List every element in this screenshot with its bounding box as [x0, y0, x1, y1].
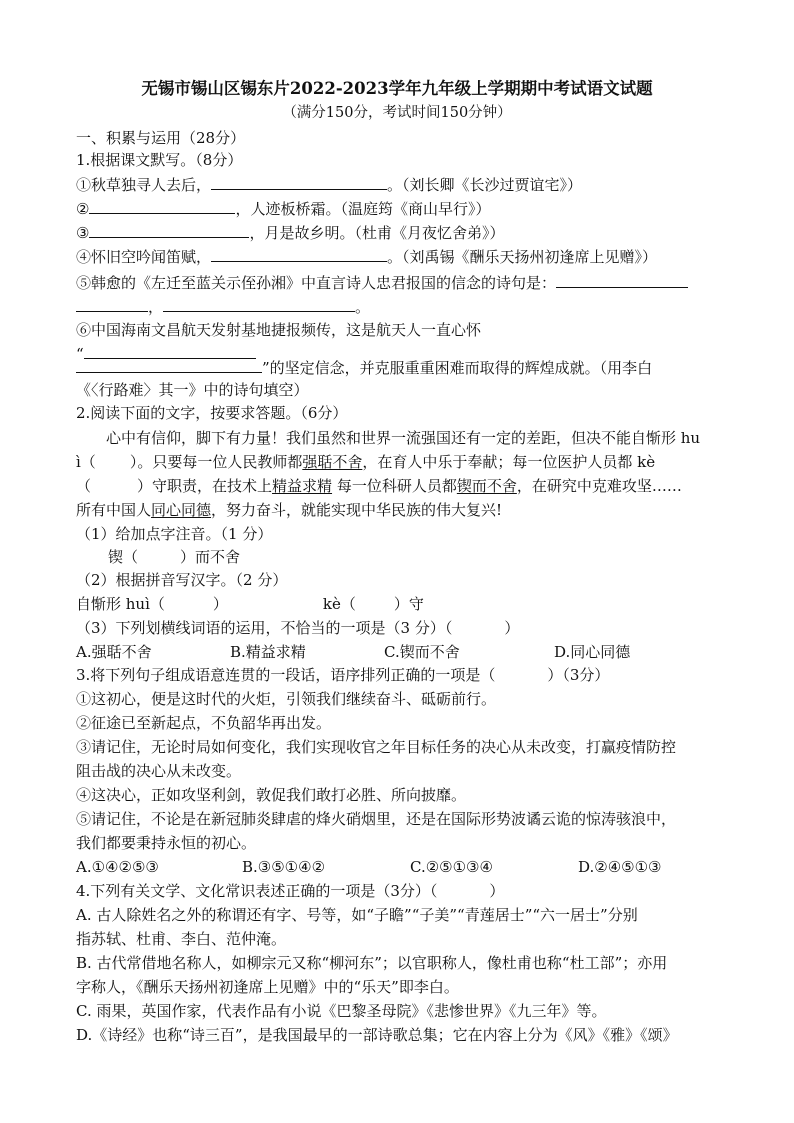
answer-blank[interactable]: [89, 222, 249, 238]
underlined-term: 锲而不舍: [456, 477, 517, 495]
q1-item-1: ①秋草独寻人去后， 。（刘长卿《长沙过贾谊宅》）: [76, 176, 583, 194]
answer-blank[interactable]: [76, 296, 148, 312]
q4-stem: 4.下列有关文学、文化常识表述正确的一项是（3分）（ ）: [76, 882, 505, 900]
q4-option-a[interactable]: A. 古人除姓名之外的称谓还有字、号等，如“子瞻”“子美”“青莲居士”“六一居士”分别: [76, 906, 638, 924]
q2-passage-line-3: （ ）守职责，在技术上精益求精 每一位科研人员都锲而不舍，在研究中克难攻坚……: [76, 477, 682, 495]
q2-option-a[interactable]: A.强聒不舍: [76, 643, 152, 661]
q1-item-5: ⑤韩愈的《左迁至蓝关示侄孙湘》中直言诗人忠君报国的信念的诗句是：: [76, 272, 718, 294]
q2-sub-2: （2）根据拼音写汉字。（2 分）: [76, 571, 288, 589]
q4-option-d[interactable]: D.《诗经》也称“诗三百”，是我国最早的一部诗歌总集；它在内容上分为《风》《雅》《颂》: [76, 1026, 678, 1044]
q1-item-6-blank1: “: [76, 343, 718, 365]
q1-item-2: ② ，人迹板桥霜。（温庭筠《商山早行》）: [76, 200, 491, 218]
q3-option-d[interactable]: D.②④⑤①③: [578, 858, 662, 876]
q1-item-3: ③ ，月是故乡明。（杜甫《月夜忆舍弟》）: [76, 224, 505, 242]
q1-item-6-source: 《〈行路难〉其一》中的诗句填空）: [76, 381, 309, 399]
underlined-term: 同心同德: [151, 501, 212, 519]
q2-option-b[interactable]: B.精益求精: [230, 643, 306, 661]
answer-blank[interactable]: [556, 272, 688, 288]
q3-option-a[interactable]: A.①④②⑤③: [76, 858, 159, 876]
q2-sub-1: （1）给加点字注音。（1 分）: [76, 525, 273, 543]
underlined-term: 精益求精: [272, 477, 333, 495]
answer-blank[interactable]: [163, 296, 355, 312]
q2-option-d[interactable]: D.同心同德: [554, 643, 631, 661]
q1-item-5-cont: ， 。: [76, 296, 718, 318]
q3-sentence-4: ④这决心，正如攻坚利剑，敦促我们敢打必胜、所向披靡。: [76, 786, 467, 804]
q4-option-b[interactable]: B. 古代常借地名称人，如柳宗元又称“柳河东”；以官职称人，像杜甫也称“杜工部”；亦用: [76, 954, 668, 972]
answer-blank[interactable]: [211, 174, 387, 190]
q2-passage-line-1: 心中有信仰，脚下有力量！我们虽然和世界一流强国还有一定的差距，但决不能自惭形 hu: [106, 429, 701, 447]
q3-option-c[interactable]: C.②⑤①③④: [410, 858, 493, 876]
q3-stem: 3.将下列句子组成语意连贯的一段话，语序排列正确的一项是（ ）（3分）: [76, 666, 610, 684]
q3-sentence-2: ②征途已至新起点，不负韶华再出发。: [76, 714, 332, 732]
q3-sentence-3-cont: 阻击战的决心从未改变。: [76, 762, 242, 780]
answer-blank[interactable]: [76, 357, 262, 373]
answer-blank[interactable]: [211, 246, 387, 262]
page-title: 无锡市锡山区锡东片2022-2023学年九年级上学期期中考试语文试题: [141, 79, 653, 98]
q3-option-b[interactable]: B.③⑤①④②: [242, 858, 326, 876]
q1-item-6-blank2: ”的坚定信念，并克服重重困难而取得的辉煌成就。（用李白: [76, 357, 718, 379]
q3-sentence-3: ③请记住，无论时局如何变化，我们实现收官之年目标任务的决心从未改变，打赢疫情防控: [76, 738, 677, 756]
q2-passage-line-4: 所有中国人同心同德，努力奋斗，就能实现中华民族的伟大复兴!: [76, 501, 503, 519]
section-heading: 一、积累与运用（28分）: [76, 129, 246, 147]
underlined-term: 强聒不舍: [302, 453, 363, 471]
page-subtitle: （满分150分，考试时间150分钟）: [282, 105, 512, 121]
q2-sub-3: （3）下列划横线词语的运用，不恰当的一项是（3 分）（ ）: [76, 619, 520, 637]
q2-option-c[interactable]: C.锲而不舍: [384, 643, 460, 661]
answer-blank[interactable]: [89, 198, 235, 214]
q3-sentence-1: ①这初心，便是这时代的火炬，引领我们继续奋斗、砥砺前行。: [76, 690, 497, 708]
q2-sub-1-item: 锲（ ）而不舍: [108, 548, 241, 566]
q1-item-6: ⑥中国海南文昌航天发射基地捷报频传，这是航天人一直心怀: [76, 321, 482, 339]
q4-option-b-cont: 字称人，《酬乐天扬州初逢席上见赠》中的“乐天”即李白。: [76, 978, 459, 996]
q3-sentence-5: ⑤请记住，不论是在新冠肺炎肆虐的烽火硝烟里，还是在国际形势波谲云诡的惊涛骇浪中，: [76, 810, 677, 828]
q1-item-4: ④怀旧空吟闻笛赋， 。（刘禹锡《酬乐天扬州初逢席上见赠》）: [76, 248, 658, 266]
q4-option-a-cont: 指苏轼、杜甫、李白、范仲淹。: [76, 930, 287, 948]
q3-sentence-5-cont: 我们都要秉持永恒的初心。: [76, 834, 257, 852]
q4-option-c[interactable]: C. 雨果，英国作家，代表作品有小说《巴黎圣母院》《悲惨世界》《九三年》等。: [76, 1002, 607, 1020]
q2-sub-2-items: 自惭形 huì（ ） kè（ ）守: [76, 595, 424, 613]
q2-passage-line-2: ì（ ）。只要每一位人民教师都强聒不舍，在育人中乐于奉献；每一位医护人员都 kè: [76, 453, 656, 471]
q2-stem: 2.阅读下面的文字，按要求答题。（6分）: [76, 404, 348, 422]
q1-stem: 1.根据课文默写。（8分）: [76, 151, 243, 169]
